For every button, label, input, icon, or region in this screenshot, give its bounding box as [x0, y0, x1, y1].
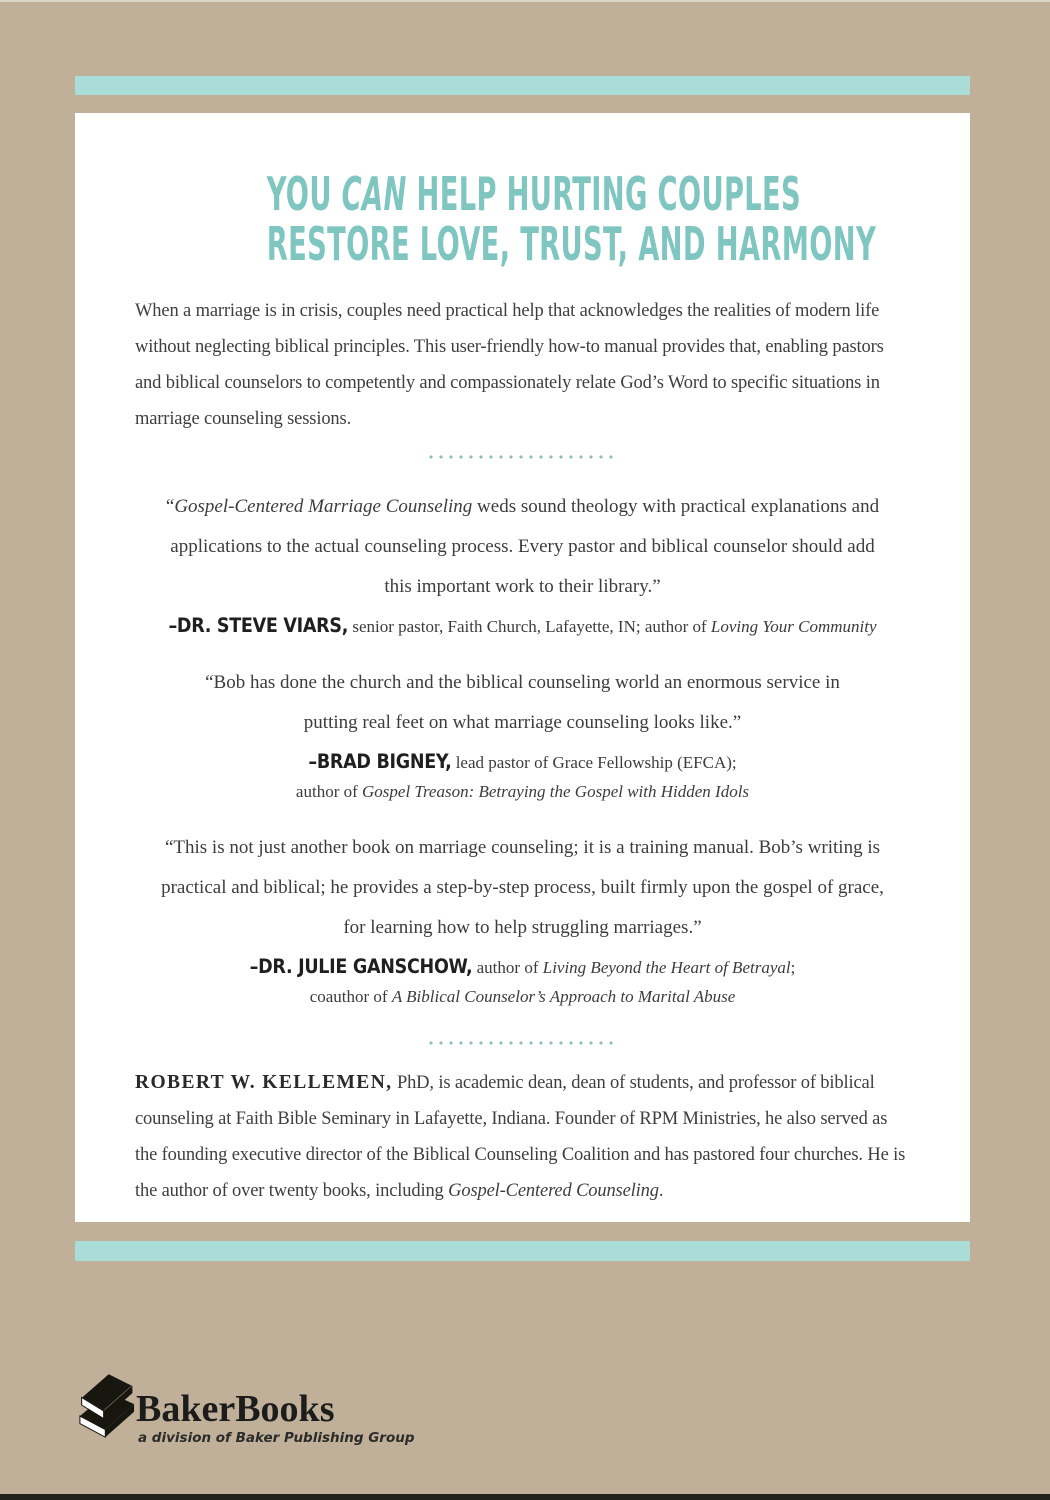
bio-text: PhD, is academic dean, dean of students, and professor of biblical counseling at Faith Bible Seminary in Lafayette, Indiana. Founder of RPM Ministries, he also served as the founding executive director of the Biblical Counseling Coalition and has pastored four churches. He is the author of over twenty books, including	[135, 1073, 906, 1201]
bottom-accent-bar	[75, 1241, 970, 1261]
attribution-role: author of	[472, 958, 543, 977]
intro-paragraph: When a marriage is in crisis, couples need practical help that acknowledges the realities of modern life without neglecting biblical principles. This user-friendly how-to manual provides that, enabling pastors and biblical counselors to competently and compassionately relate God’s Word to specific situations in marriage counseling sessions.	[135, 301, 884, 429]
attribution-prefix: coauthor of	[309, 987, 392, 1006]
headline	[135, 169, 910, 269]
endorsement-3-quote: “This is not just another book on marriage counseling; it is a training manual. Bob’s writing is practical and biblical; he provides a step-by-step process, built firmly upon the gospel of grace, for learning how to help struggling marriages.”	[161, 837, 884, 938]
stacked-books-icon	[78, 1372, 136, 1438]
top-accent-bar	[75, 76, 970, 95]
attribution-name: –DR. JULIE GANSCHOW,	[249, 955, 473, 978]
book-title-italic: Gospel-Centered Marriage Counseling	[174, 496, 473, 517]
headline-segment: HELP HURTING COUPLES	[406, 167, 802, 221]
headline-emphasis-can: CAN	[341, 167, 407, 221]
dotted-divider-bottom	[429, 1041, 617, 1045]
endorsement-3-attribution	[135, 952, 910, 1011]
endorsement-1-attribution	[135, 611, 910, 641]
endorsement-2-attribution	[135, 747, 910, 806]
attribution-name: –BRAD BIGNEY,	[308, 750, 452, 773]
book-title-italic: Gospel Treason: Betraying the Gospel with Hidden Idols	[362, 782, 750, 801]
endorsement-3	[135, 828, 910, 1011]
headline-segment: YOU	[266, 167, 342, 221]
book-title-italic: Living Beyond the Heart of Betrayal	[542, 958, 791, 977]
endorsement-1	[135, 487, 910, 641]
headline-line-1	[266, 167, 802, 221]
publisher-wordmark: BakerBooks	[136, 1388, 335, 1430]
publisher-tagline: a division of Baker Publishing Group	[138, 1430, 415, 1446]
attribution-name: –DR. STEVE VIARS,	[168, 614, 349, 637]
book-title-italic: Loving Your Community	[710, 617, 877, 636]
attribution-role: lead pastor of Grace Fellowship (EFCA);	[451, 753, 737, 772]
attribution-prefix: author of	[295, 782, 363, 801]
endorsement-2	[135, 663, 910, 806]
headline-line-2: RESTORE LOVE, TRUST, AND HARMONY	[266, 217, 877, 271]
content-panel	[75, 113, 970, 1222]
endorsement-2-quote: “Bob has done the church and the biblical counseling world an enormous service in putting real feet on what marriage counseling looks like.”	[205, 672, 840, 733]
endorsement-1-quote	[158, 487, 888, 607]
bottom-edge-shadow	[0, 1494, 1050, 1500]
quote-open: “	[165, 496, 175, 517]
dotted-divider-top	[429, 455, 617, 459]
attribution-role: senior pastor, Faith Church, Lafayette, IN; author of	[348, 617, 711, 636]
author-bio	[135, 1065, 910, 1209]
attribution-separator: ;	[790, 958, 796, 977]
quote-body: weds sound theology with practical explanations and applications to the actual counseling process. Every pastor and biblical counselor should add this important work to their library.”	[170, 496, 880, 597]
bio-text-end: .	[658, 1181, 664, 1201]
book-title-italic: A Biblical Counselor’s Approach to Marital Abuse	[391, 987, 736, 1006]
top-edge-highlight	[0, 0, 1050, 2]
author-name: ROBERT W. KELLEMEN,	[135, 1072, 393, 1093]
book-title-italic: Gospel-Centered Counseling	[448, 1181, 659, 1201]
